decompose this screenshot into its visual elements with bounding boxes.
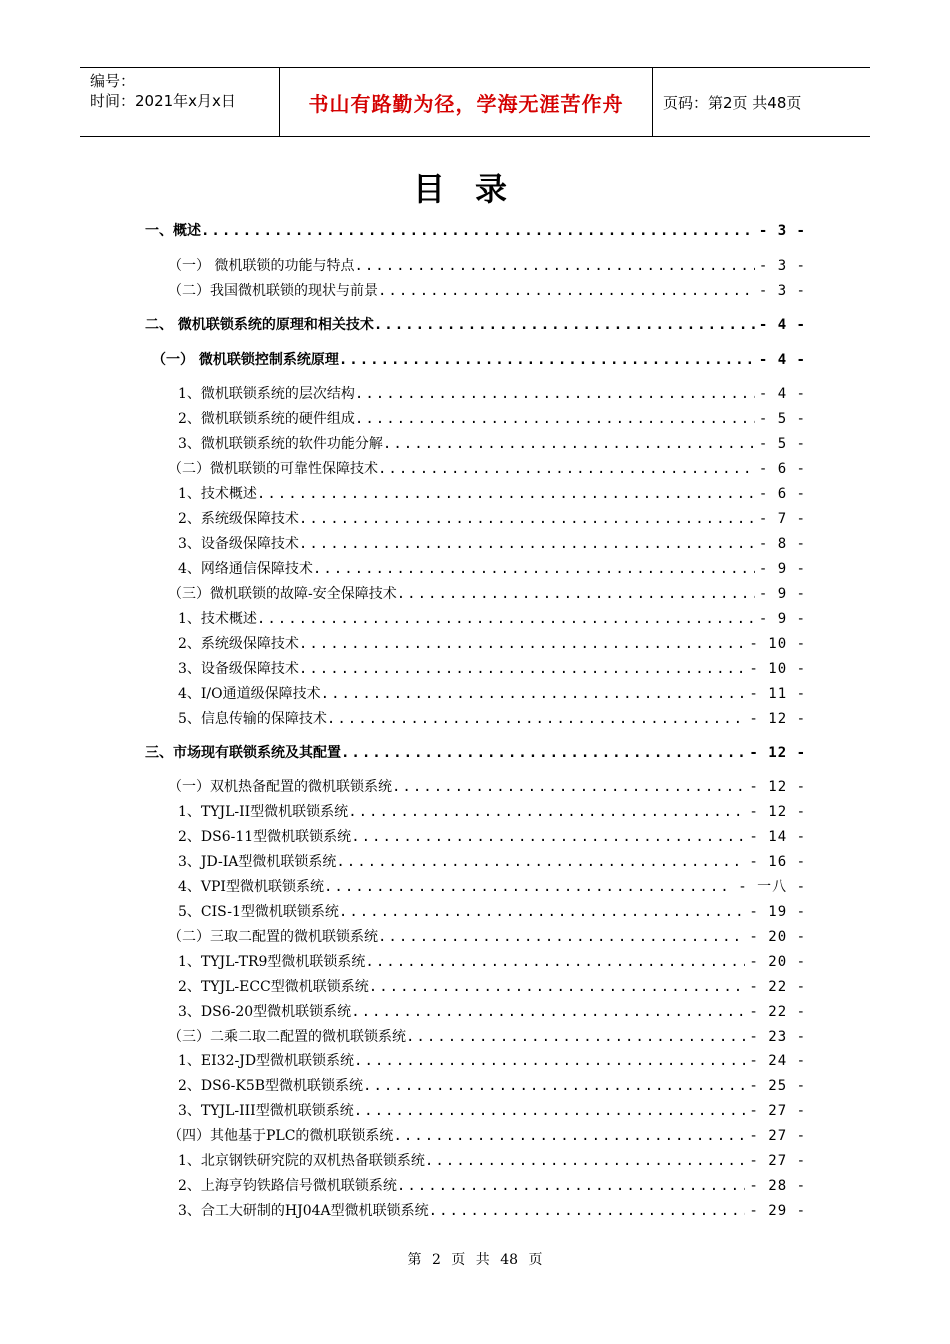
toc-entry-page: - 19 - [749,904,806,920]
toc-entry-page: - 9 - [758,561,806,577]
toc-leader-dots [429,1202,746,1220]
toc-entry[interactable] [178,853,806,871]
toc-entry-label: 一、概述 [145,223,201,239]
toc-leader-dots [383,435,755,453]
toc-entry-label: （一）双机热备配置的微机联锁系统 [168,779,392,795]
toc-entry[interactable] [178,903,806,921]
toc-entry-label: 1、技术概述 [178,486,257,502]
toc-entry-page: - 27 - [749,1153,806,1169]
toc-leader-dots [321,685,746,703]
toc-leader-dots [341,744,745,762]
toc-entry[interactable] [178,535,806,553]
toc-entry-label: 2、TYJL-ECC型微机联锁系统 [178,979,369,995]
toc-entry-page: - 25 - [749,1078,806,1094]
toc-entry-page: - 9 - [758,611,806,627]
toc-entry-page: - 20 - [749,929,806,945]
toc-entry-page: - 5 - [758,411,806,427]
toc-entry-page: - 20 - [749,954,806,970]
toc-entry[interactable] [178,435,806,453]
toc-entry[interactable] [145,744,806,762]
toc-entry-page: - 6 - [758,486,806,502]
toc-entry-label: 1、北京钢铁研究院的双机热备联锁系统 [178,1153,425,1169]
toc-entry[interactable] [178,1077,806,1095]
toc-leader-dots [392,778,745,796]
header-meta [80,68,280,136]
toc-entry-page: - 11 - [749,686,806,702]
toc-entry[interactable] [178,978,806,996]
toc-leader-dots [397,585,755,603]
toc-entry[interactable] [178,660,806,678]
toc-entry-page: - 12 - [749,779,806,795]
toc-entry-label: 二、 微机联锁系统的原理和相关技术 [145,317,374,333]
toc-entry[interactable] [178,710,806,728]
toc-entry-page: - 3 - [758,258,806,274]
toc-entry[interactable] [178,610,806,628]
toc-entry-label: 1、技术概述 [178,611,257,627]
toc-entry-label: 3、合工大研制的HJ04A型微机联锁系统 [178,1203,429,1219]
toc-entry-label: （一） 微机联锁控制系统原理 [152,352,339,368]
page-footer: 第 2 页 共 48 页 [407,1252,543,1268]
toc-entry-label: 3、设备级保障技术 [178,536,299,552]
toc-leader-dots [336,853,745,871]
toc-entry-page: - 10 - [749,661,806,677]
toc-leader-dots [397,1177,746,1195]
toc-leader-dots [327,710,746,728]
toc-leader-dots [299,660,746,678]
toc-entry-label: 1、微机联锁系统的层次结构 [178,386,355,402]
toc-leader-dots [299,635,746,653]
toc-leader-dots [351,828,745,846]
toc-entry-label: 5、信息传输的保障技术 [178,711,327,727]
toc-leader-dots [355,410,755,428]
toc-leader-dots [393,1127,745,1145]
toc-entry[interactable] [178,1152,806,1170]
toc-title: 目录 [412,170,537,208]
toc-entry-label: 3、TYJL-III型微机联锁系统 [178,1103,354,1119]
toc-entry-page: - 4 - [758,352,806,368]
toc-entry-label: 4、网络通信保障技术 [178,561,313,577]
toc-entry-label: 4、VPI型微机联锁系统 [178,879,324,895]
toc-entry[interactable] [145,316,806,334]
toc-entry-page: - 22 - [749,1004,806,1020]
toc-entry-label: 2、上海亨钧铁路信号微机联锁系统 [178,1178,397,1194]
toc-leader-dots [257,485,755,503]
toc-leader-dots [299,510,755,528]
toc-entry[interactable] [145,222,806,240]
toc-entry[interactable] [178,635,806,653]
toc-entry[interactable] [178,878,806,896]
toc-entry-label: （二）我国微机联锁的现状与前景 [168,283,378,299]
toc-entry-label: （一） 微机联锁的功能与特点 [168,258,355,274]
toc-entry-label: 1、TYJL-II型微机联锁系统 [178,804,349,820]
toc-entry[interactable] [178,510,806,528]
toc-entry-page: - 一八 - [738,879,806,895]
toc-entry-label: 2、DS6-11型微机联锁系统 [178,829,352,845]
toc-entry-page: - 12 - [749,804,806,820]
toc-entry-page: - 14 - [749,829,806,845]
toc-entry-label: （四）其他基于PLC的微机联锁系统 [168,1128,394,1144]
toc-leader-dots [354,1102,746,1120]
toc-leader-dots [363,1077,745,1095]
toc-entry-page: - 3 - [758,283,806,299]
toc-entry-label: 2、系统级保障技术 [178,511,299,527]
toc-leader-dots [369,978,746,996]
toc-entry[interactable] [168,585,806,603]
toc-leader-dots [354,1052,745,1070]
toc-entry-page: - 8 - [758,536,806,552]
toc-entry-page: - 28 - [749,1178,806,1194]
toc-leader-dots [324,878,734,896]
toc-entry-label: 3、设备级保障技术 [178,661,299,677]
toc-leader-dots [201,222,755,240]
toc-entry-label: 5、CIS-1型微机联锁系统 [178,904,339,920]
toc-entry-label: 1、EI32-JD型微机联锁系统 [178,1053,355,1069]
toc-leader-dots [313,560,755,578]
toc-entry-page: - 29 - [749,1203,806,1219]
toc-leader-dots [339,351,755,369]
toc-entry-page: - 5 - [758,436,806,452]
toc-leader-dots [374,316,755,334]
toc-entry[interactable] [178,385,806,403]
toc-entry-page: - 6 - [758,461,806,477]
toc-entry[interactable] [178,560,806,578]
toc-entry[interactable] [178,1052,806,1070]
document-number-label: 编号： [90,72,136,90]
toc-entry-label: 4、I/O通道级保障技术 [178,686,321,702]
toc-entry-page: - 10 - [749,636,806,652]
toc-leader-dots [425,1152,746,1170]
toc-leader-dots [299,535,755,553]
toc-entry-label: 3、微机联锁系统的软件功能分解 [178,436,383,452]
toc-entry-page: - 24 - [749,1053,806,1069]
toc-entry-page: - 4 - [758,317,806,333]
toc-entry[interactable] [168,778,806,796]
toc-entry[interactable] [168,257,806,275]
toc-leader-dots [257,610,755,628]
toc-entry-label: （二）微机联锁的可靠性保障技术 [168,461,378,477]
toc-entry[interactable] [178,1202,806,1220]
toc-entry[interactable] [178,828,806,846]
toc-entry-label: 2、微机联锁系统的硬件组成 [178,411,355,427]
toc-entry-label: 三、市场现有联锁系统及其配置 [145,745,341,761]
toc-entry-label: 2、系统级保障技术 [178,636,299,652]
toc-leader-dots [378,928,745,946]
toc-entry[interactable] [168,928,806,946]
toc-entry[interactable] [178,1003,806,1021]
page-header [80,67,870,137]
toc-entry-page: - 9 - [758,586,806,602]
toc-entry[interactable] [168,1127,806,1145]
toc-entry-page: - 27 - [749,1128,806,1144]
toc-entry-label: 2、DS6-K5B型微机联锁系统 [178,1078,364,1094]
toc-leader-dots [378,460,755,478]
toc-entry[interactable] [178,485,806,503]
toc-entry[interactable] [178,803,806,821]
toc-leader-dots [339,903,746,921]
toc-leader-dots [354,257,754,275]
header-motto: 书山有路勤为径，学海无涯苦作舟 [280,68,653,136]
header-page-info: 页码：第2页 共48页 [663,93,802,112]
toc-entry-page: - 23 - [749,1029,806,1045]
toc-entry[interactable] [178,1102,806,1120]
toc-entry-label: 3、DS6-20型微机联锁系统 [178,1004,352,1020]
toc-entry[interactable] [168,1028,806,1046]
toc-entry-page: - 12 - [749,745,806,761]
toc-entry-page: - 7 - [758,511,806,527]
toc-entry-page: - 3 - [758,223,806,239]
toc-entry[interactable] [168,460,806,478]
toc-entry[interactable] [178,685,806,703]
toc-entry-label: 3、JD-IA型微机联锁系统 [178,854,337,870]
toc-entry-label: （二）三取二配置的微机联锁系统 [168,929,378,945]
toc-entry-page: - 12 - [749,711,806,727]
toc-entry-page: - 27 - [749,1103,806,1119]
toc-leader-dots [348,803,745,821]
toc-entry[interactable] [152,351,806,369]
toc-entry-page: - 22 - [749,979,806,995]
toc-entry-label: （三）微机联锁的故障-安全保障技术 [168,586,397,602]
toc-leader-dots [355,385,755,403]
toc-leader-dots [406,1028,745,1046]
toc-entry[interactable] [178,953,806,971]
toc-entry-page: - 4 - [758,386,806,402]
toc-entry[interactable] [178,1177,806,1195]
toc-leader-dots [351,1003,745,1021]
document-time-label: 时间：2021年x月x日 [90,92,236,110]
toc-entry-label: （三）二乘二取二配置的微机联锁系统 [168,1029,406,1045]
toc-entry[interactable] [168,282,806,300]
toc-entry[interactable] [178,410,806,428]
toc-leader-dots [378,282,755,300]
toc-entry-label: 1、TYJL-TR9型微机联锁系统 [178,954,366,970]
toc-entry-page: - 16 - [749,854,806,870]
toc-leader-dots [365,953,745,971]
